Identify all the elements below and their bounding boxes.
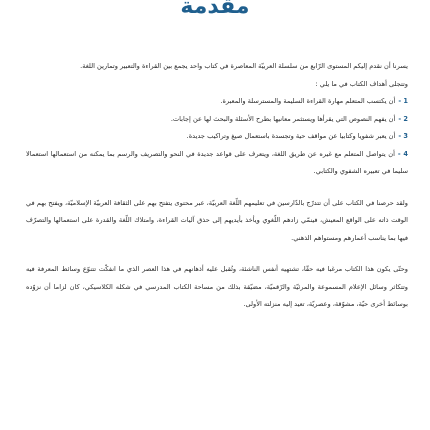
page-title: مقدمة [180,0,250,19]
objective-item [26,146,408,181]
objective-number: 2 - [398,114,408,123]
objective-number: 3 - [398,132,408,140]
objectives-list [26,93,408,181]
objective-text: أن يكتسب المتعلم مهارة القراءة السليمة والمسترسلة والمعبرة. [220,97,396,105]
objective-item [26,93,408,111]
objective-item [26,128,408,146]
paragraph: وحتّى يكون هذا الكتاب مرغبا فيه حقّا، تشتهيه أنفس الناشئة، وتُقبل عليه أذهانهم في هذا العصر الذي ما انفكّت تتنوّع وسائط المعرفة فيه وتتكاثر وسائل الإعلام المسموعة والمرئيّة والرّقميّة، مضيّقة بذلك من مساحة الكتاب المدرسي في شكله الكلاسيكي، كان لزاما أن نزوّده بوسائط أخرى حيّة، مشوّقة، وعصريّة، تعيد إليه منزلته الأولى. [26,265,408,308]
paragraph-spacer [26,247,408,261]
objective-text: أن يتواصل المتعلم مع غيره عن طريق اللغة، ويتعرف على قواعد جديدة في النحو والتصريف والرسم بما يمكنه من استعمالها استعمالا سليما في تعبيره الشفوي والكتابي. [26,149,408,175]
paragraph-spacer [26,181,408,195]
objective-number: 1 - [398,97,408,105]
paragraph: ولقد حرصنا في الكتاب على أن تتدرّج بالدّارسين في تعليمهم اللّغة العربيّة، عبر محتوى يتفتح بهم على الثقافة العربيّة الإسلاميّة، ويفتح بهم في الوقت ذاته على الواقع المعيش، فينمّي زادهم اللّغوي ويأخذ بأيديهم إلى حذق آليات القراءة، وامتلاك اللّغة والقدرة على استعمالها والتصرّف فيها بما يناسب أعمارهم ومستواهم الذهني. [26,198,408,242]
objective-text: أن يفهم النصوص التي يقرأها ويستثمر معانيها بطرح الأسئلة والبحث لها عن إجابات. [170,114,396,123]
intro-paragraph: يسرنا أن نقدم إليكم المستوى الرّابع من سلسلة العربيّة المعاصرة في كتاب واحد يجمع بين القراءة والتعبير وتمارين اللغة. [80,62,408,70]
objectives-heading: وتتجلى أهداف الكتاب في ما يلي : [315,79,408,88]
objective-item [26,111,408,129]
objective-text: أن يعبر شفويا وكتابيا عن مواقف حية وتجسدة باستعمال صيغ وتراكيب جديدة. [186,132,396,140]
objective-number: 4 - [397,149,408,158]
document-body [26,58,408,314]
